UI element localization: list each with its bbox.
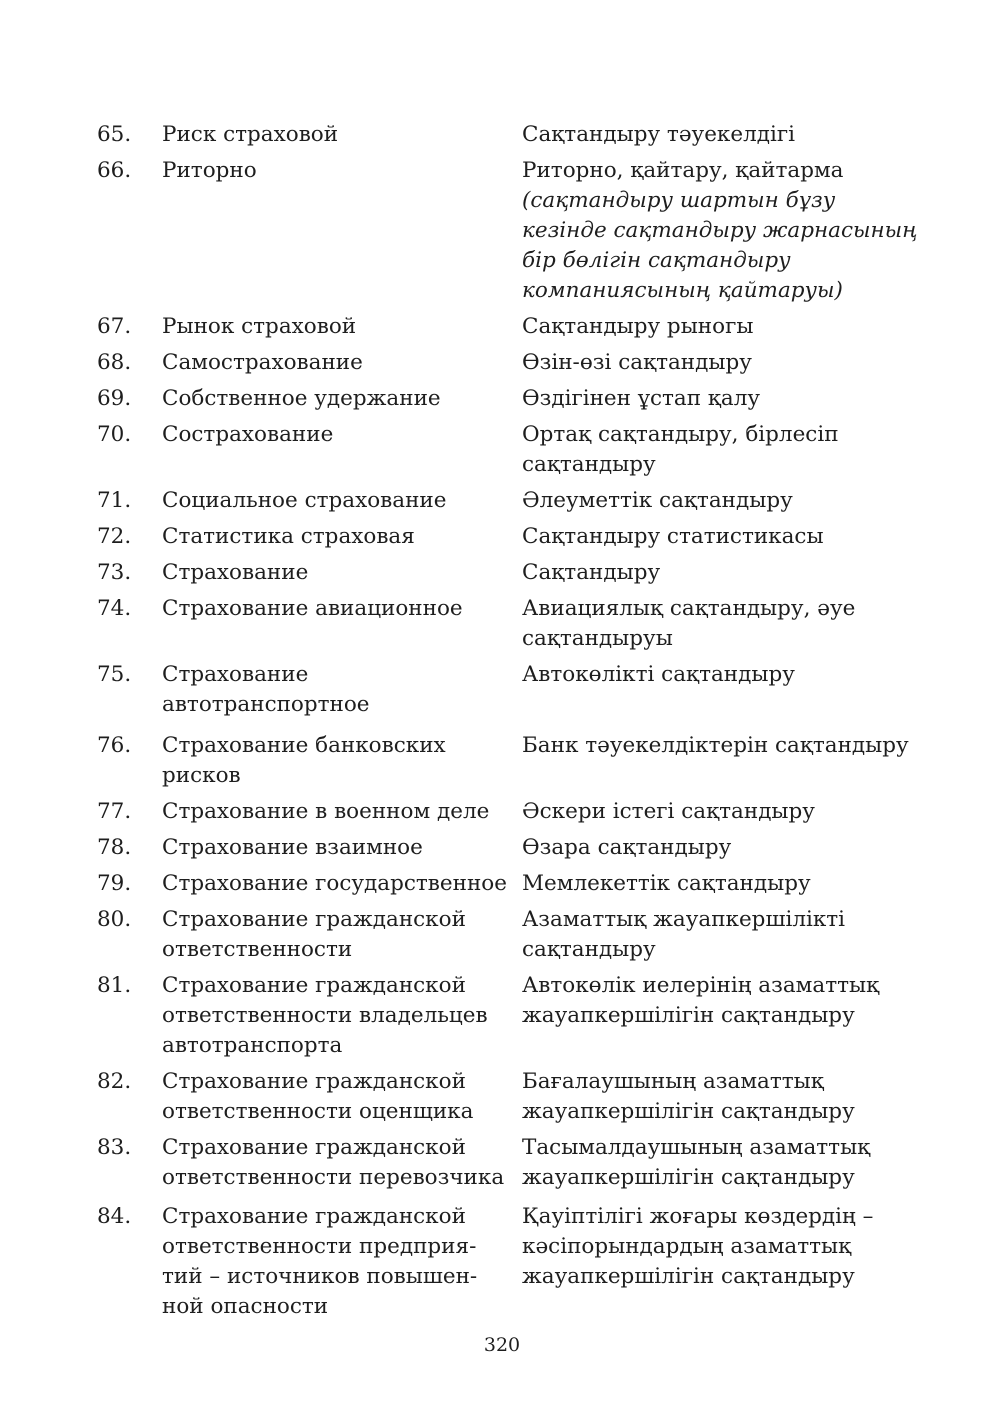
- kazakh-translation-cell: [522, 971, 927, 1061]
- glossary-entry: [97, 558, 927, 588]
- kazakh-term: Бағалаушының азаматтық жауапкершілігін сақтандыру: [522, 1069, 855, 1124]
- russian-term: Риск страховой: [162, 122, 339, 147]
- entry-number: 79.: [97, 871, 132, 896]
- kazakh-term: Банк тәуекелдіктерін сақтандыру: [522, 733, 909, 758]
- kazakh-explanation-note: (сақтандыру шартын бұзу кезінде сақтандыру жарнасының бір бөлігін сақтандыру компаниясының қайтаруы): [522, 188, 918, 303]
- glossary-entry: [97, 660, 927, 720]
- entry-number: 67.: [97, 314, 132, 339]
- russian-term: Страхование авиационное: [162, 596, 463, 621]
- kazakh-term: Өздігінен ұстап қалу: [522, 386, 761, 411]
- glossary-entry: [97, 1067, 927, 1127]
- entry-number: 78.: [97, 835, 132, 860]
- kazakh-term: Қауіптілігі жоғары көздердің – кәсіпорындардың азаматтық жауапкершілігін сақтандыру: [522, 1204, 874, 1289]
- entry-number: 84.: [97, 1204, 132, 1229]
- glossary-entry: [97, 522, 927, 552]
- entry-number: 76.: [97, 733, 132, 758]
- kazakh-translation-cell: [522, 384, 927, 414]
- entry-number: 75.: [97, 662, 132, 687]
- russian-term: Страхование взаимное: [162, 835, 423, 860]
- glossary-entry: [97, 869, 927, 899]
- kazakh-translation-cell: [522, 522, 927, 552]
- entry-number: 69.: [97, 386, 132, 411]
- entry-number: 83.: [97, 1135, 132, 1160]
- kazakh-translation-cell: [522, 120, 927, 150]
- kazakh-translation-cell: [522, 348, 927, 378]
- russian-term: Рынок страховой: [162, 314, 357, 339]
- kazakh-term: Азаматтық жауапкершілікті сақтандыру: [522, 907, 846, 962]
- entry-number: 70.: [97, 422, 132, 447]
- kazakh-term: Өзара сақтандыру: [522, 835, 732, 860]
- kazakh-translation-cell: [522, 905, 927, 965]
- entry-number: 81.: [97, 973, 132, 998]
- russian-term: Самострахование: [162, 350, 363, 375]
- entry-number: 74.: [97, 596, 132, 621]
- russian-term: Сострахование: [162, 422, 334, 447]
- russian-term: Страхование государственное: [162, 871, 507, 896]
- kazakh-term: Әлеуметтік сақтандыру: [522, 488, 793, 513]
- russian-term: Риторно: [162, 158, 257, 183]
- kazakh-term: Мемлекеттік сақтандыру: [522, 871, 811, 896]
- entry-number: 72.: [97, 524, 132, 549]
- glossary-entry: [97, 384, 927, 414]
- kazakh-term: Сақтандыру рыногы: [522, 314, 754, 339]
- glossary-entry: [97, 833, 927, 863]
- glossary-entry: [97, 905, 927, 965]
- russian-term: Статистика страховая: [162, 524, 415, 549]
- kazakh-translation-cell: [522, 1133, 927, 1193]
- entry-number: 73.: [97, 560, 132, 585]
- glossary-entry: [97, 731, 927, 791]
- russian-term: Страхование гражданской ответственности предприя- тий – источников повышен- ной опасности: [162, 1204, 478, 1319]
- kazakh-translation-cell: [522, 833, 927, 863]
- glossary-entry: [97, 120, 927, 150]
- kazakh-translation-cell: [522, 420, 927, 480]
- kazakh-term: Сақтандыру: [522, 560, 661, 585]
- entry-number: 65.: [97, 122, 132, 147]
- glossary-entry: [97, 594, 927, 654]
- kazakh-translation-cell: [522, 797, 927, 827]
- kazakh-term: Автокөлік иелерінің азаматтық жауапкершілігін сақтандыру: [522, 973, 880, 1028]
- glossary-list: [97, 120, 927, 1322]
- glossary-entry: [97, 1133, 927, 1193]
- russian-term: Страхование гражданской ответственности владельцев автотранспорта: [162, 973, 488, 1058]
- glossary-entry: [97, 797, 927, 827]
- kazakh-term: Тасымалдаушының азаматтық жауапкершілігін сақтандыру: [522, 1135, 871, 1190]
- glossary-entry: [97, 420, 927, 480]
- kazakh-translation-cell: [522, 594, 927, 654]
- russian-term: Страхование банковских рисков: [162, 733, 446, 788]
- kazakh-term: Өзін-өзі сақтандыру: [522, 350, 752, 375]
- kazakh-translation-cell: [522, 660, 927, 720]
- entry-number: 66.: [97, 158, 132, 183]
- glossary-entry: [97, 156, 927, 306]
- kazakh-term: Автокөлікті сақтандыру: [522, 662, 795, 687]
- kazakh-term: Риторно, қайтару, қайтарма: [522, 158, 844, 183]
- kazakh-term: Сақтандыру статистикасы: [522, 524, 824, 549]
- glossary-entry: [97, 486, 927, 516]
- kazakh-translation-cell: [522, 486, 927, 516]
- kazakh-term: Ортақ сақтандыру, бірлесіп сақтандыру: [522, 422, 839, 477]
- russian-term: Страхование автотранспортное: [162, 662, 370, 717]
- glossary-entry: [97, 312, 927, 342]
- kazakh-translation-cell: [522, 312, 927, 342]
- russian-term: Страхование гражданской ответственности: [162, 907, 466, 962]
- entry-number: 80.: [97, 907, 132, 932]
- glossary-entry: [97, 971, 927, 1061]
- russian-term: Собственное удержание: [162, 386, 441, 411]
- russian-term: Страхование в военном деле: [162, 799, 490, 824]
- kazakh-term: Сақтандыру тәуекелдігі: [522, 122, 796, 147]
- entry-number: 71.: [97, 488, 132, 513]
- kazakh-term: Авиациялық сақтандыру, әуе сақтандыруы: [522, 596, 856, 651]
- kazakh-translation-cell: [522, 731, 927, 791]
- entry-number: 68.: [97, 350, 132, 375]
- russian-term: Социальное страхование: [162, 488, 447, 513]
- kazakh-translation-cell: [522, 1202, 927, 1322]
- kazakh-translation-cell: [522, 156, 927, 306]
- glossary-entry: [97, 1202, 927, 1322]
- entry-number: 77.: [97, 799, 132, 824]
- kazakh-translation-cell: [522, 558, 927, 588]
- russian-term: Страхование гражданской ответственности оценщика: [162, 1069, 474, 1124]
- russian-term: Страхование гражданской ответственности перевозчика: [162, 1135, 505, 1190]
- kazakh-translation-cell: [522, 1067, 927, 1127]
- kazakh-translation-cell: [522, 869, 927, 899]
- entry-number: 82.: [97, 1069, 132, 1094]
- kazakh-term: Әскери істегі сақтандыру: [522, 799, 815, 824]
- glossary-entry: [97, 348, 927, 378]
- page-number: 320: [483, 1334, 521, 1356]
- russian-term: Страхование: [162, 560, 309, 585]
